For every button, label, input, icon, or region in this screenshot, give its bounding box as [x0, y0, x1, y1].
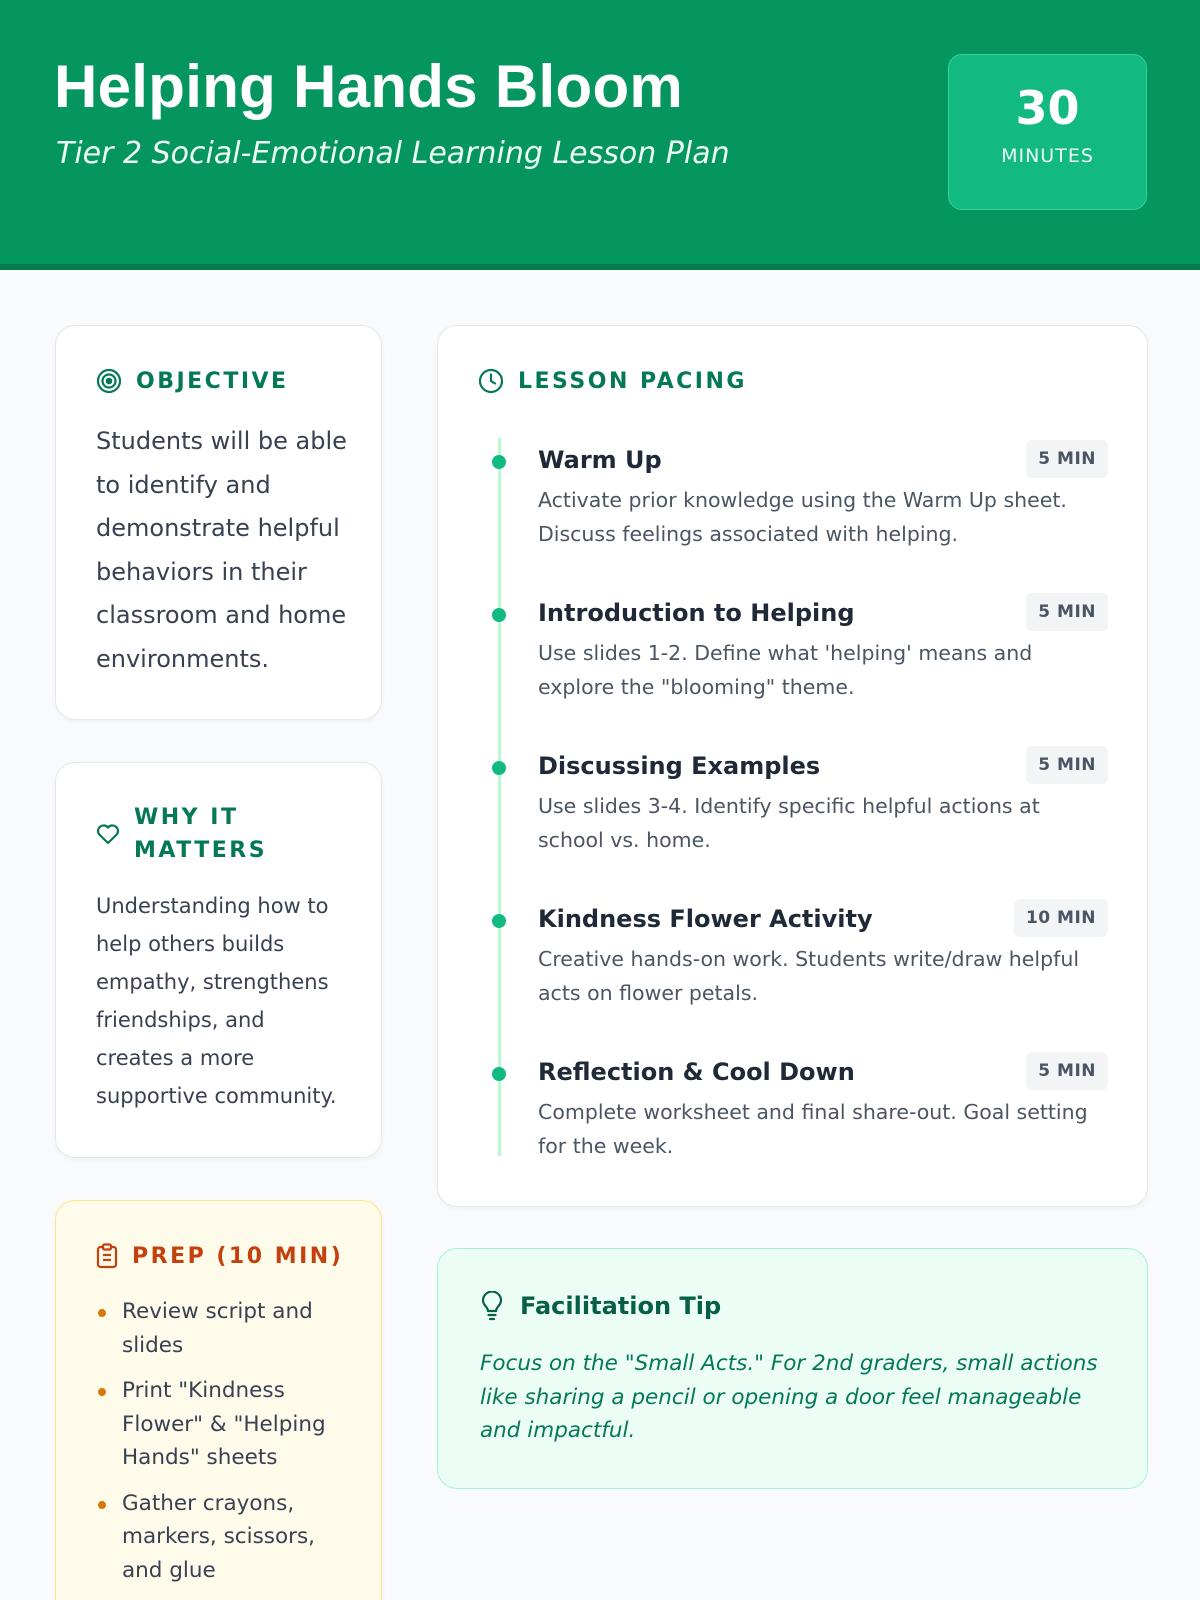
- page-title: Helping Hands Bloom: [54, 53, 684, 120]
- objective-heading-text: OBJECTIVE: [136, 368, 289, 394]
- timeline-dot: [492, 761, 506, 775]
- step-time-badge: 10 MIN: [1014, 899, 1108, 937]
- pacing-step: [538, 899, 1108, 1010]
- pacing-step: [538, 593, 1108, 704]
- timeline-dot: [492, 914, 506, 928]
- objective-card: [55, 325, 382, 720]
- why-heading-text: [134, 801, 267, 867]
- heart-icon: [96, 823, 120, 845]
- timeline-dot: [492, 608, 506, 622]
- why-it-matters-card: [55, 762, 382, 1158]
- pacing-heading-text: LESSON PACING: [518, 368, 747, 394]
- tip-heading-text: Facilitation Tip: [520, 1292, 722, 1320]
- objective-heading: [96, 368, 289, 394]
- lesson-pacing-card: [437, 325, 1148, 1207]
- duration-value: 30: [1015, 81, 1080, 135]
- prep-item: [96, 1374, 346, 1475]
- bullet-icon: [98, 1501, 106, 1509]
- lightbulb-icon: [480, 1291, 504, 1321]
- bullet-icon: [98, 1388, 106, 1396]
- step-name: Discussing Examples: [538, 752, 821, 780]
- pacing-step: [538, 1052, 1108, 1163]
- timeline-dot: [492, 455, 506, 469]
- clock-icon: [478, 368, 504, 394]
- timeline-line: [498, 438, 501, 1156]
- tip-heading: [480, 1291, 721, 1321]
- bullet-icon: [98, 1309, 106, 1317]
- prep-item-text: Print "Kindness Flower" & "Helping Hands" sheets: [122, 1378, 326, 1470]
- step-name: Warm Up: [538, 446, 662, 474]
- prep-item: [96, 1487, 346, 1588]
- clipboard-icon: [96, 1243, 118, 1269]
- target-icon: [96, 368, 122, 394]
- step-description: Activate prior knowledge using the Warm Up sheet. Discuss feelings associated with helping.: [538, 488, 1067, 546]
- prep-item: [96, 1295, 346, 1362]
- prep-heading: [96, 1243, 343, 1269]
- step-time-badge: 5 MIN: [1026, 1052, 1108, 1090]
- prep-list: [96, 1295, 346, 1599]
- prep-heading-text: PREP (10 MIN): [132, 1243, 344, 1269]
- step-name: Introduction to Helping: [538, 599, 855, 627]
- facilitation-tip-card: [437, 1248, 1148, 1489]
- step-description: Use slides 3-4. Identify specific helpful actions at school vs. home.: [538, 794, 1040, 852]
- step-name: Reflection & Cool Down: [538, 1058, 855, 1086]
- tip-text: Focus on the "Small Acts." For 2nd graders, small actions like sharing a pencil or opening a door feel manageable and impactful.: [480, 1351, 1098, 1443]
- step-time-badge: 5 MIN: [1026, 746, 1108, 784]
- step-description: Creative hands-on work. Students write/draw helpful acts on flower petals.: [538, 947, 1080, 1005]
- why-heading-line2: MATTERS: [134, 838, 268, 863]
- prep-item-text: Review script and slides: [122, 1299, 313, 1358]
- pacing-step: [538, 746, 1108, 857]
- why-heading-line1: WHY IT: [134, 805, 239, 830]
- step-time-badge: 5 MIN: [1026, 593, 1108, 631]
- why-heading: [96, 801, 267, 867]
- prep-card: [55, 1200, 382, 1600]
- objective-text: Students will be able to identify and demonstrate helpful behaviors in their classroom and home environments.: [96, 427, 347, 673]
- duration-badge: [948, 54, 1147, 210]
- why-text: Understanding how to help others builds empathy, strengthens friendships, and creates a more supportive community.: [96, 894, 337, 1108]
- header-banner: [0, 0, 1200, 270]
- step-description: Use slides 1-2. Define what 'helping' means and explore the "blooming" theme.: [538, 641, 1033, 699]
- step-time-badge: 5 MIN: [1026, 440, 1108, 478]
- page-subtitle: Tier 2 Social-Emotional Learning Lesson Plan: [56, 136, 730, 171]
- pacing-step: [538, 440, 1108, 551]
- step-description: Complete worksheet and final share-out. Goal setting for the week.: [538, 1100, 1088, 1158]
- duration-label: MINUTES: [1001, 145, 1094, 167]
- timeline-dot: [492, 1067, 506, 1081]
- prep-item-text: Gather crayons, markers, scissors, and glue: [122, 1490, 316, 1583]
- pacing-heading: [478, 368, 747, 394]
- step-name: Kindness Flower Activity: [538, 905, 873, 933]
